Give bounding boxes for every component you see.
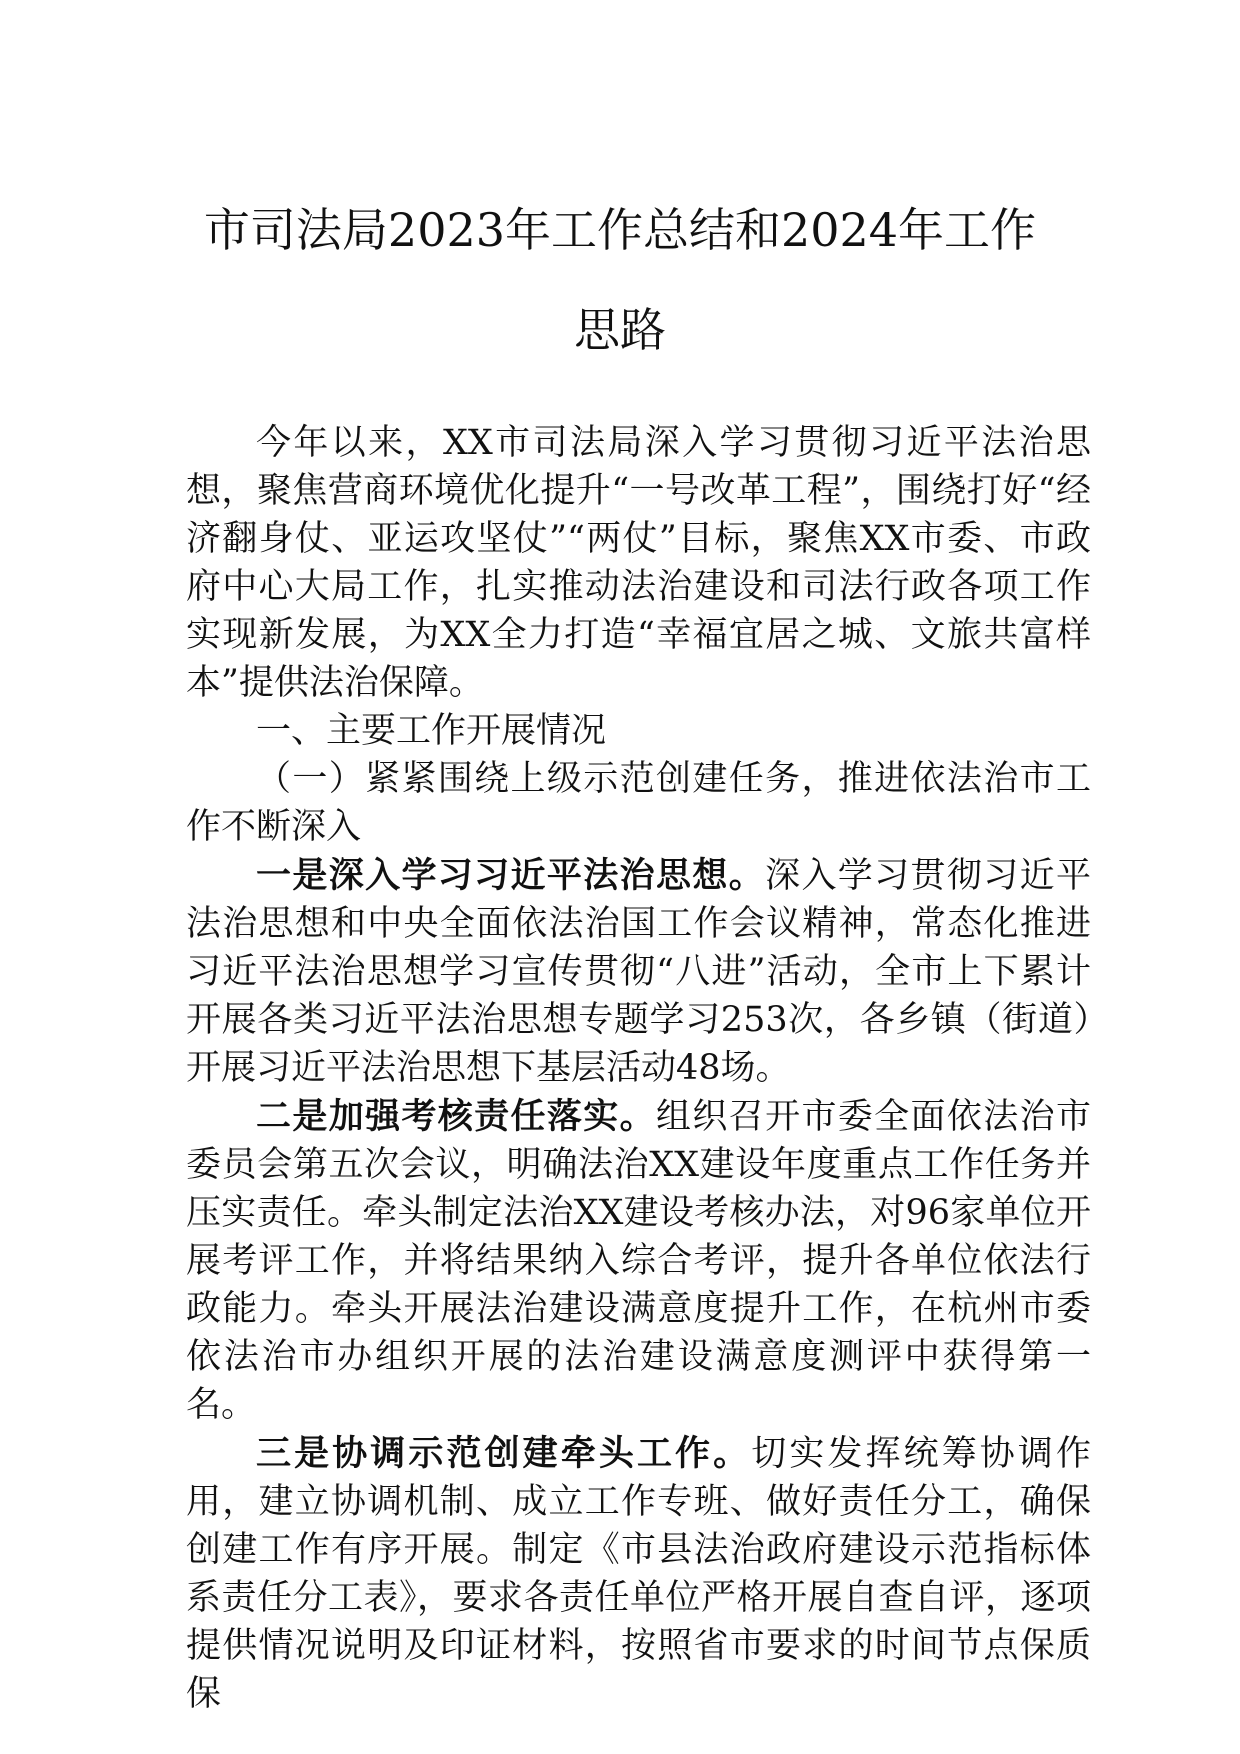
document-body bbox=[186, 419, 1091, 1718]
work-item-text: 组织召开市委全面依法治市委员会第五次会议，明确法治XX建设年度重点工作任务并压实责任。牵头制定法治XX建设考核办法，对96家单位开展考评工作，并将结果纳入综合考评，提升各单位依法行政能力。牵头开展法治建设满意度提升工作，在杭州市委依法治市办组织开展的法治建设满意度测评中获得第一名。 bbox=[186, 1097, 1091, 1425]
document-title: 市司法局2023年工作总结和2024年工作思路 bbox=[203, 203, 1037, 357]
work-item-paragraph bbox=[186, 852, 1091, 1092]
work-item-paragraph bbox=[186, 1093, 1091, 1429]
subsection-heading: （一）紧紧围绕上级示范创建任务，推进依法治市工作不断深入 bbox=[186, 759, 1091, 847]
section-heading: 一、主要工作开展情况 bbox=[256, 711, 607, 751]
work-item-lead: 三是协调示范创建牵头工作。 bbox=[256, 1433, 752, 1474]
work-item-paragraph bbox=[186, 1430, 1091, 1718]
intro-paragraph: 今年以来，XX市司法局深入学习贯彻习近平法治思想，聚焦营商环境优化提升“一号改革工程”，围绕打好“经济翻身仗、亚运攻坚仗”“两仗”目标，聚焦XX市委、市政府中心大局工作，扎实推动法治建设和司法行政各项工作实现新发展，为XX全力打造“幸福宜居之城、文旅共富样本”提供法治保障。 bbox=[186, 423, 1091, 703]
work-item-text: 深入学习贯彻习近平法治思想和中央全面依法治国工作会议精神，常态化推进习近平法治思想学习宣传贯彻“八进”活动，全市上下累计开展各类习近平法治思想专题学习253次，各乡镇（街道）开展习近平法治思想下基层活动48场。 bbox=[186, 856, 1091, 1088]
work-item-lead: 一是深入学习习近平法治思想。 bbox=[256, 855, 766, 896]
work-item-text: 切实发挥统筹协调作用，建立协调机制、成立工作专班、做好责任分工，确保创建工作有序开展。制定《市县法治政府建设示范指标体系责任分工表》，要求各责任单位严格开展自查自评，逐项提供情况说明及印证材料，按照省市要求的时间节点保质保 bbox=[186, 1434, 1091, 1714]
work-item-lead: 二是加强考核责任落实。 bbox=[256, 1096, 656, 1137]
